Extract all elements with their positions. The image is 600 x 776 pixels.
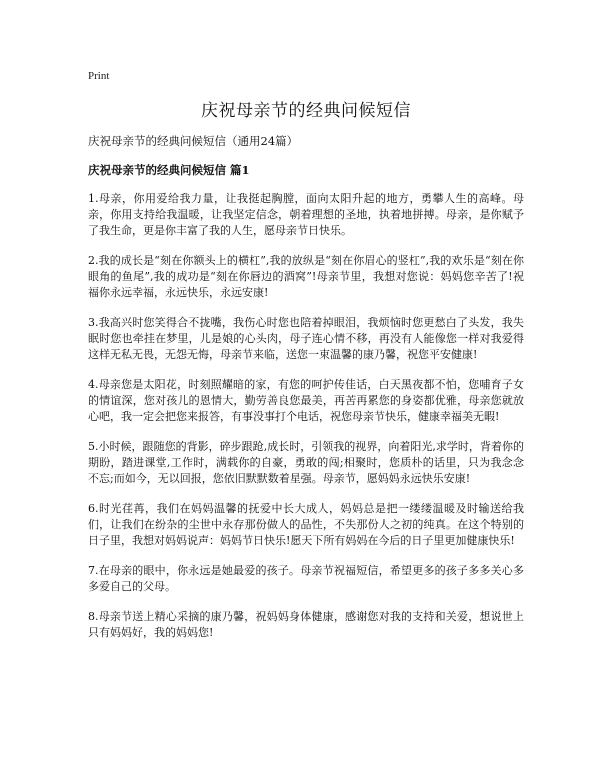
paragraph-5: 5.小时候，跟随您的背影，碎步跟跄,成长时，引领我的视界，向着阳光,求学时，背着你的期盼，踏进课堂,工作时，满载你的自豪，勇敢的闯;相聚时，您质朴的话里，只为我念念不忘;而如今，无以回报，您依旧默默数着星强。母亲节，愿妈妈永远快乐安康! bbox=[88, 440, 524, 485]
section-heading: 庆祝母亲节的经典问候短信 篇1 bbox=[88, 163, 250, 177]
paragraph-4: 4.母亲您是太阳花，时刻照耀暗的家，有您的呵护传佳话，白天黑夜都不怕，您哺育子女的情谊深，您对孩儿的恩情大，勤劳善良您最美，再苦再累您的身姿都优雅，母亲您就放心吧，我一定会把您来报答，有事没事打个电话，祝您母亲节快乐，健康幸福美无暇! bbox=[88, 378, 524, 423]
paragraph-3: 3.我高兴时您笑得合不拢嘴，我伤心时您也陪着掉眼泪，我烦恼时您更愁白了头发，我失眠时您也牵挂在梦里，儿是娘的心头肉，母子连心情不移，再没有人能像您一样对我爱得这样无私无畏，无怨无悔，母亲节来临，送您一束温馨的康乃馨，祝您平安健康! bbox=[88, 316, 524, 361]
paragraph-6: 6.时光荏苒，我们在妈妈温馨的抚爱中长大成人，妈妈总是把一缕缕温暖及时输送给我们，让我们在纷杂的尘世中永存那份做人的品性，不失那份人之初的纯真。在这个特别的日子里，我想对妈妈说声：妈妈节日快乐!愿天下所有妈妈在今后的日子里更加健康快乐! bbox=[88, 502, 524, 547]
paragraph-1: 1.母亲，你用爱给我力量，让我挺起胸膛，面向太阳升起的地方，勇攀人生的高峰。母亲，你用支持给我温暖，让我坚定信念，朝着理想的圣地，执着地拼搏。母亲，是你赋予了我生命，更是你丰富了我的人生，愿母亲节日快乐。 bbox=[88, 192, 524, 237]
print-link[interactable]: Print bbox=[88, 70, 110, 82]
document-subtitle: 庆祝母亲节的经典问候短信（通用24篇） bbox=[88, 134, 299, 148]
paragraph-7: 7.在母亲的眼中，你永远是她最爱的孩子。母亲节祝福短信，希望更多的孩子多多关心多多爱自己的父母。 bbox=[88, 564, 524, 593]
paragraph-2: 2.我的成长是“刻在你额头上的横杠”,我的放纵是“刻在你眉心的竖杠”,我的欢乐是“刻在你眼角的鱼尾”,我的成功是“刻在你唇边的酒窝”!母亲节里，我想对您说：妈妈您辛苦了!祝福你永远幸福，永远快乐，永远安康! bbox=[88, 254, 524, 299]
paragraph-8: 8.母亲节送上精心采摘的康乃馨，祝妈妈身体健康，感谢您对我的支持和关爱，想说世上只有妈妈好，我的妈妈您! bbox=[88, 610, 524, 639]
document-title: 庆祝母亲节的经典问候短信 bbox=[201, 101, 411, 121]
